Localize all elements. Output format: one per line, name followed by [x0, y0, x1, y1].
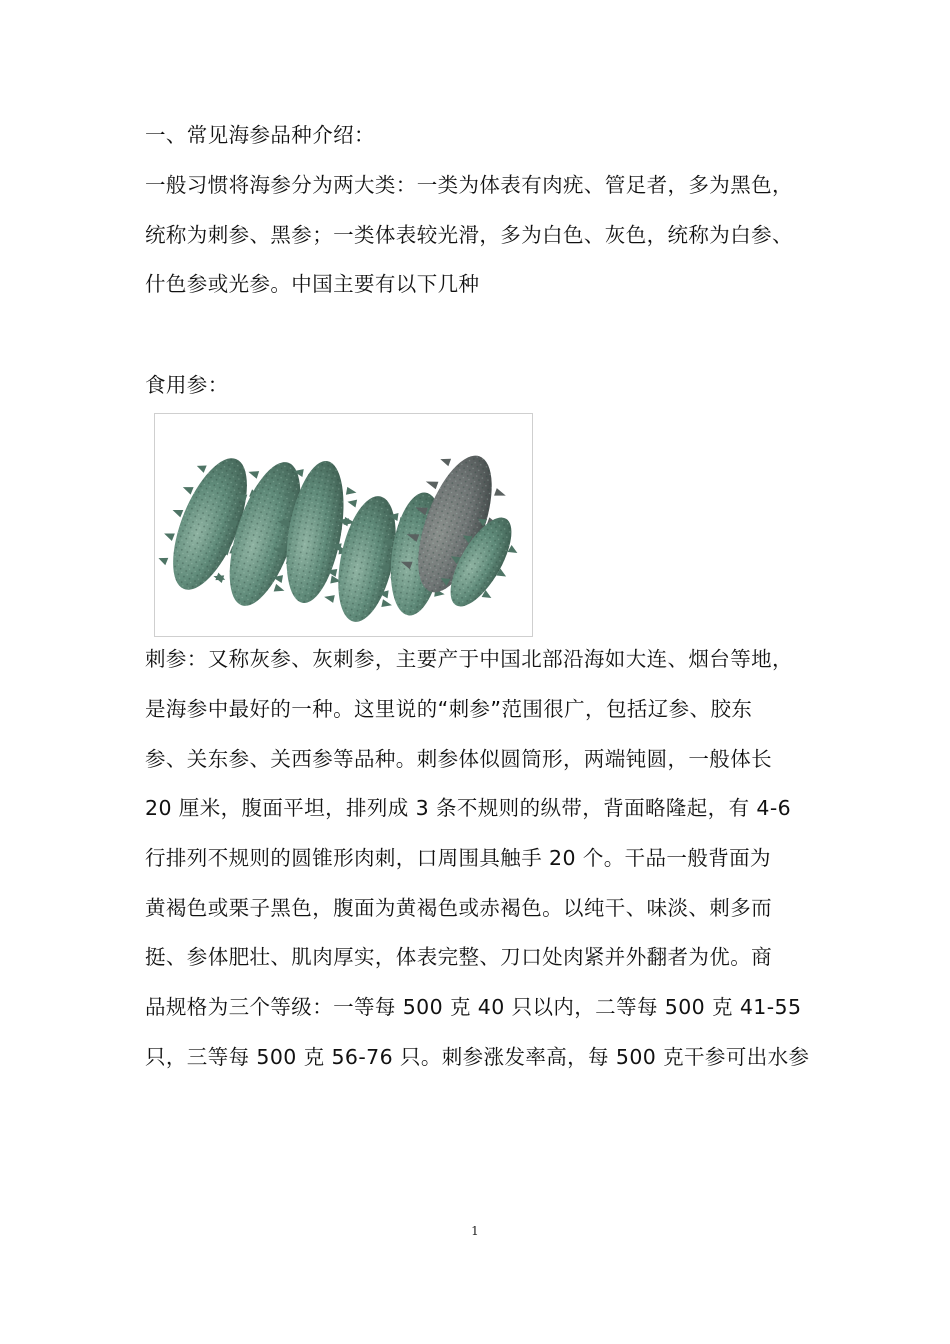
body-paragraph-line: 只，三等每 500 克 56-76 只。刺参涨发率高，每 500 克干参可出水参: [145, 1045, 810, 1069]
body-paragraph-line: 刺参：又称灰参、灰刺参，主要产于中国北部沿海如大连、烟台等地，: [145, 647, 793, 671]
sea-cucumber-photo: [154, 413, 533, 637]
intro-paragraph-line: 统称为刺参、黑参；一类体表较光滑，多为白色、灰色，统称为白参、: [145, 223, 793, 247]
subsection-heading: 食用参：: [145, 373, 229, 397]
body-paragraph-line: 品规格为三个等级：一等每 500 克 40 只以内，二等每 500 克 41-55: [145, 995, 802, 1019]
sea-cucumber-illustration: [155, 414, 532, 636]
section-heading: 一、常见海参品种介绍：: [145, 123, 375, 147]
body-paragraph-line: 挺、参体肥壮、肌肉厚实，体表完整、刀口处肉紧并外翻者为优。商: [145, 945, 772, 969]
intro-paragraph-line: 一般习惯将海参分为两大类：一类为体表有肉疣、管足者，多为黑色，: [145, 173, 793, 197]
body-paragraph-line: 20 厘米，腹面平坦，排列成 3 条不规则的纵带，背面略隆起，有 4-6: [145, 796, 792, 820]
page-number: 1: [471, 1224, 479, 1238]
body-paragraph-line: 行排列不规则的圆锥形肉刺，口周围具触手 20 个。干品一般背面为: [145, 846, 771, 870]
body-paragraph-line: 黄褐色或栗子黑色，腹面为黄褐色或赤褐色。以纯干、味淡、刺多而: [145, 896, 772, 920]
body-paragraph-line: 是海参中最好的一种。这里说的“刺参”范围很广，包括辽参、胶东: [145, 697, 753, 721]
body-paragraph-line: 参、关东参、关西参等品种。刺参体似圆筒形，两端钝圆，一般体长: [145, 747, 772, 771]
intro-paragraph-line: 什色参或光参。中国主要有以下几种: [145, 272, 480, 296]
